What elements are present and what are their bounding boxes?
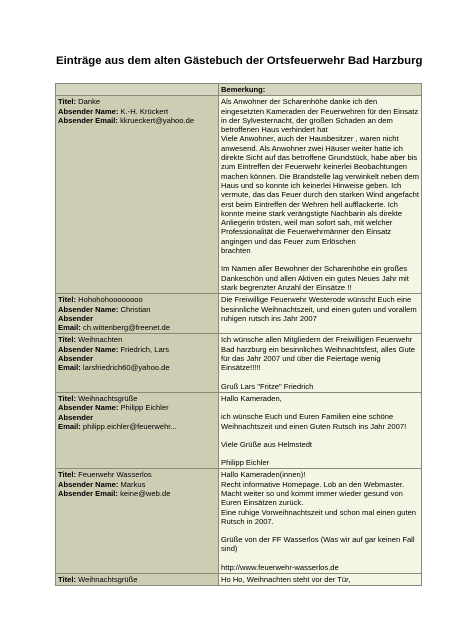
sender-name-label: Absender Name: [58,403,119,413]
entry-comment-cell [219,392,422,468]
email-label: Email: [58,323,81,333]
comment-paragraph: Hallo Kameraden(innen)! [221,470,306,480]
title-label: Titel: [58,295,77,305]
sender-name-label: Absender Name: [58,106,119,116]
sender-email-label: Absender Email: [58,488,118,498]
comment-paragraph: Grüße von der FF Wasserlos (Was wir auf gar keinen Fall sind) [221,535,415,554]
email-label: Email: [58,363,81,373]
guestbook-table [55,83,422,586]
table-row [56,334,422,392]
page-title: Einträge aus dem alten Gästebuch der Ortsfeuerwehr Bad Harzburg [56,55,423,67]
table-row [56,96,422,294]
email-label: Email: [58,421,81,431]
entry-title: Danke [78,97,101,107]
title-label: Titel: [58,97,77,107]
entry-sender-name: Philipp Eichler [120,403,169,413]
entry-sender-name: Friedrich, Lars [120,344,170,354]
title-label: Titel: [58,393,77,403]
entry-meta-cell [56,334,219,392]
entry-sender-name: K.-H. Krückert [120,106,169,116]
title-label: Titel: [58,335,77,345]
entry-title: Weihnachtsgrüße [78,393,138,403]
title-label: Titel: [58,470,77,480]
comment-paragraph: Gruß Lars "Fritze" Friedrich [221,381,314,391]
entry-sender-email: larsfriedrich60@yahoo.de [82,363,170,373]
comment-paragraph: Eine ruhige Vorweihnachtszeit und schon mal einen guten Rutsch in 2007. [221,507,417,526]
comment-paragraph: Die Freiwillige Feuerwehr Westerode wünscht Euch eine besinnliche Weihnachtszeit, und einen guten und vorallem ruhigen rutsch ins Jahr 2007 [221,295,417,323]
entry-comment-cell [219,96,422,294]
entry-sender-name: Christian [120,304,151,314]
sender-email-label: Absender Email: [58,115,118,125]
entry-sender-email: philipp.eichler@feuerwehr... [82,421,177,431]
sender-label: Absender [58,313,94,323]
comment-paragraph: Philipp Eichler [221,458,270,468]
entry-meta-cell [56,96,219,294]
entry-meta-cell [56,392,219,468]
entry-title: Weihnachtsgrüße [78,575,138,585]
entry-sender-name: Markus [120,479,146,489]
entry-title: Weihnachten [78,335,123,345]
entry-sender-email: ch.wittenberg@freenet.de [82,323,170,333]
table-header-row [56,84,422,96]
entry-meta-cell [56,469,219,574]
entry-meta-cell [56,294,219,334]
comment-paragraph: Hallo Kameraden, [221,393,282,403]
comment-paragraph: Im Namen aller Bewohner der Scharenhöhe ein großes Dankeschön und allen Aktiven ein gutes Neues Jahr mit stark begrenzter Anzahl der Einsätze !! [221,264,409,292]
title-label: Titel: [58,575,77,585]
table-row [56,294,422,334]
entry-sender-email: keine@web.de [120,488,171,498]
sender-label: Absender [58,412,94,422]
entry-comment-cell [219,469,422,574]
comment-paragraph: Viele Anwohner, auch der Hausbesitzer , waren nicht anwesend. Als Anwohner zwei Häuser weiter hatte ich direkte Sicht auf das betroffene Grundstück, habe aber bis zum Eintreffen der Feuerwehr keinerlei Beobachtungen machen können. Die Brandstelle lag verwinkelt neben dem Haus und so konnte ich keinerlei Hinweise geben. Ich vermute, das das Feuer durch den starken Wind angefacht erst beim Eintreffen der Wehren hell aufflackerte. Ich konnte meine stark verängstigte Nachbarin als direkte Anliegerin trösten, weil man sofort sah, mit welcher Professionalität die Feuerwehrmänner den Einsatz angingen und das Feuer zum Erlöschen [221,134,419,246]
comment-paragraph: Ich wünsche allen Mitgliedern der Freiwilligen Feuerwehr Bad harzburg ein besinnliches Weihnachtsfest, alles Gute für das Jahr 2007 und über die Feiertage wenig Einsätze!!!!! [221,335,416,373]
table-row [56,469,422,574]
entry-comment-cell [219,294,422,334]
comment-paragraph: brachten [221,246,251,256]
entry-title: Hohohohoooooooo [78,295,143,305]
header-left-cell [56,84,219,96]
header-remark-cell: Bemerkung: [219,84,422,96]
comment-paragraph: http://www.feuerwehr-wasserlos.de [221,562,339,572]
entry-comment-cell [219,574,422,586]
table-row [56,574,422,586]
entry-comment-cell [219,334,422,392]
table-row [56,392,422,468]
entry-title: Feuerwehr Wasserlos [78,470,152,480]
comment-paragraph: Als Anwohner der Scharenhöhe danke ich den eingesetzten Kameraden der Feuerwehren für den Einsatz in der Sylvesternacht, der großen Schaden an dem betroffenen Haus verhindert hat [221,97,419,135]
entry-meta-cell [56,574,219,586]
comment-paragraph: Recht informative Homepage. Lob an den Webmaster. Macht weiter so und kommt immer wieder gesund von Euren Einsätzen zurück. [221,479,405,508]
sender-name-label: Absender Name: [58,344,119,354]
comment-paragraph: Viele Grüße aus Helmstedt [221,439,313,449]
comment-paragraph: ich wünsche Euch und Euren Familien eine schöne Weihnachtszeit und einen Guten Rutsch ins Jahr 2007! [221,412,407,431]
sender-name-label: Absender Name: [58,479,119,489]
sender-label: Absender [58,354,94,364]
sender-name-label: Absender Name: [58,304,119,314]
entry-sender-email: kkrueckert@yahoo.de [120,115,195,125]
comment-paragraph: Ho Ho, Weihnachten steht vor der Tür, [221,575,351,585]
